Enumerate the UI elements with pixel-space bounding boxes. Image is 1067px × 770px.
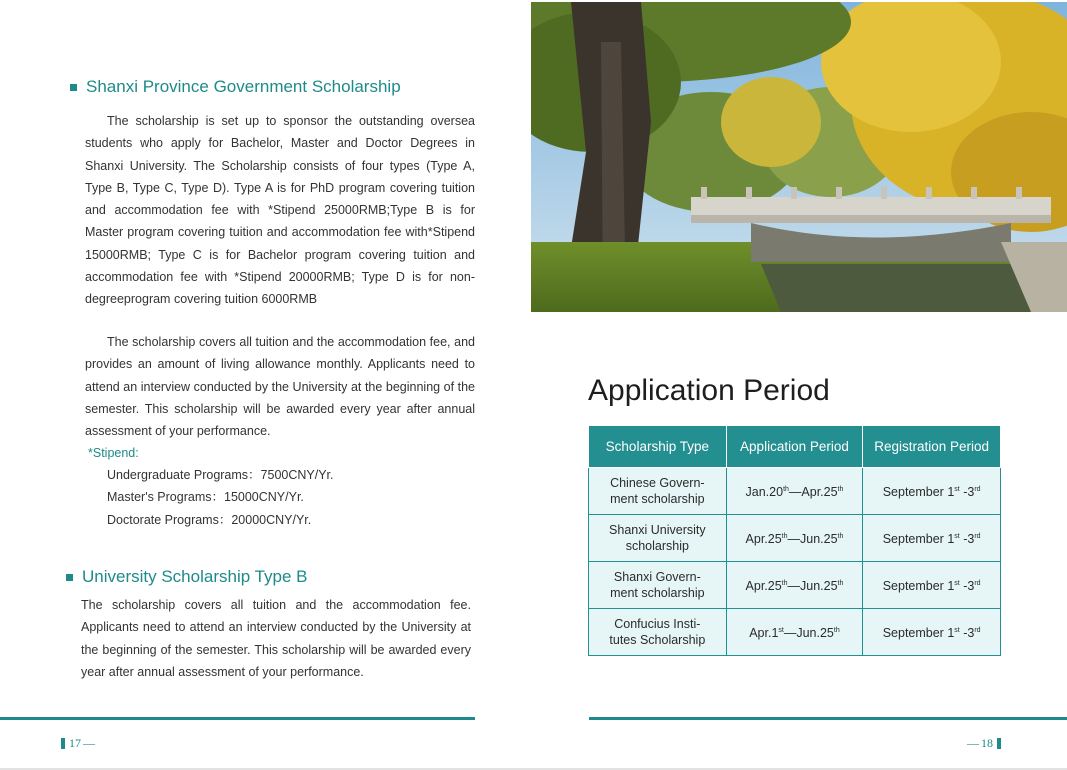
stipend-item-doctorate: Doctorate Programs：20000CNY/Yr.: [107, 512, 312, 527]
section-title-text: University Scholarship Type B: [82, 567, 308, 586]
bullet-square-icon: [66, 574, 73, 581]
cell-application-period: Apr.25th—Jun.25th: [726, 562, 863, 609]
section-title-university-type-b: [66, 567, 308, 587]
cell-scholarship-type: Confucius Insti- tutes Scholarship: [589, 609, 727, 656]
stipend-item-undergraduate: Undergraduate Programs：7500CNY/Yr.: [107, 468, 334, 482]
cell-scholarship-type: Shanxi University scholarship: [589, 515, 727, 562]
cell-application-period: Jan.20th—Apr.25th: [726, 468, 863, 515]
page-marker-icon: [61, 738, 65, 749]
table-row: [589, 468, 1001, 515]
page-number-right: — 18: [967, 736, 1001, 751]
section1-body-2: [85, 331, 475, 442]
column-header-scholarship-type: Scholarship Type: [589, 426, 727, 468]
section-title-text: Shanxi Province Government Scholarship: [86, 77, 401, 96]
section1-paragraph-2: The scholarship covers all tuition and the accommodation fee, and provides an amount of living allowance monthly. Applicants need to attend an interview conducted by the University at the beginning of the semester. This scholarship will be awarded every year after annual assessment of your performance.: [85, 335, 475, 439]
cell-registration-period: September 1st -3rd: [863, 515, 1001, 562]
bullet-square-icon: [70, 84, 77, 91]
page-marker-icon: [997, 738, 1001, 749]
table-row: [589, 515, 1001, 562]
cell-scholarship-type: Chinese Govern- ment scholarship: [589, 468, 727, 515]
section2-body: [81, 594, 471, 683]
footer-rule-right: [589, 717, 1067, 720]
section1-paragraph-1: The scholarship is set up to sponsor the outstanding oversea students who apply for Bachelor, Master and Doctor Degrees in Shanxi University. The Scholarship consists of four types (Type A, Type B, Type C, Type D). Type A is for PhD program covering tuition and accommodation fee with *Stipend 25000RMB;Type B is for Master program covering tuition and accommodation fee with*Stipend 15000RMB; Type C is for Bachelor program covering tuition and accommodation fee with *Stipend 20000RMB; Type D is for non-degreeprogram covering tuition 6000RMB: [85, 114, 475, 307]
page-number-text: 18: [981, 736, 993, 750]
stipend-item-master: Master's Programs：15000CNY/Yr.: [107, 490, 304, 505]
table-row: [589, 609, 1001, 656]
cell-registration-period: September 1st -3rd: [863, 609, 1001, 656]
table-row: [589, 562, 1001, 609]
cell-registration-period: September 1st -3rd: [863, 468, 1001, 515]
column-header-registration-period: Registration Period: [863, 426, 1001, 468]
table-header-row: [589, 426, 1001, 468]
stipend-label: *Stipend:: [88, 446, 139, 460]
stipend-list: [107, 464, 334, 531]
cell-registration-period: September 1st -3rd: [863, 562, 1001, 609]
cell-application-period: Apr.25th—Jun.25th: [726, 515, 863, 562]
application-period-title: Application Period: [588, 374, 830, 407]
page-number-text: 17: [69, 736, 81, 750]
application-period-table: [588, 425, 1001, 656]
cell-application-period: Apr.1st—Jun.25th: [726, 609, 863, 656]
page-number-left: 17 —: [61, 736, 95, 751]
section1-body: [85, 110, 475, 311]
footer-rule-left: [0, 717, 475, 720]
cell-scholarship-type: Shanxi Govern- ment scholarship: [589, 562, 727, 609]
column-header-application-period: Application Period: [726, 426, 863, 468]
campus-bridge-photo: [531, 2, 1067, 312]
campus-photo-illustration: [531, 2, 1067, 312]
section2-paragraph: The scholarship covers all tuition and the accommodation fee. Applicants need to attend an interview conducted by the University at the beginning of the semester. This scholarship will be awarded every year after annual assessment of your performance.: [81, 598, 471, 679]
section-title-shanxi-province: [70, 77, 401, 97]
